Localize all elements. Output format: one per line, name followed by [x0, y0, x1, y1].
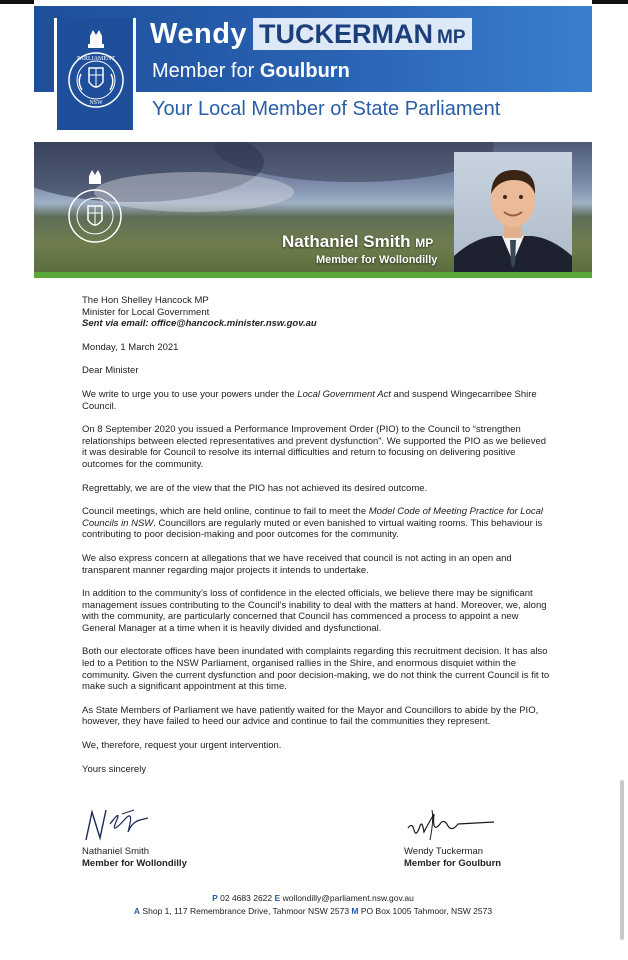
paragraph-6: In addition to the community’s loss of confidence in the elected officials, we believe there may be significant management issues contributing to the Council’s inability to deal with the matters at hand. Moreover, we, along with the community, are particularly concerned that Council has commenced a process to appoint a new General Manager at a time when it is heavily divided and dysfunctional.: [82, 588, 547, 634]
wollondilly-banner: [34, 142, 592, 278]
phone-label: P: [212, 893, 218, 903]
portrait-icon: [454, 152, 572, 278]
paragraph-8: As State Members of Parliament we have patiently waited for the Mayor and Councillors to abide by the PIO, however, they have failed to heed our advice and continue to fail the communities they represent.: [82, 704, 539, 728]
paragraph-1: [82, 389, 550, 412]
email-address: wollondilly@parliament.nsw.gov.au: [282, 893, 414, 903]
address-label: A: [133, 906, 141, 916]
mail-label: M: [351, 906, 359, 916]
local-government-act: Local Government Act: [297, 388, 391, 400]
signatory-right-role: Member for Goulburn: [404, 857, 502, 869]
paragraph-1-text: We write to urge you to use your powers under the: [82, 388, 298, 400]
footer-address-line: [34, 905, 592, 918]
recipient-title: Minister for Local Government: [82, 306, 210, 318]
banner-crest-icon: [62, 170, 128, 250]
paragraph-7: Both our electorate offices have been inundated with complaints regarding this recruitment decision. It has also led to a Petition to the NSW Parliament, organised rallies in the Shire, and enormous disquiet within the community. Given the current dysfunction and poor decision-making, we do not think the current Council is fit to make such a significant appointment at this time.: [82, 646, 550, 693]
crest-text-bottom: NSW: [89, 100, 103, 106]
last-name: TUCKERMAN: [259, 19, 434, 49]
paragraph-1-text-end: and suspend Wingecarribee Shire Council.: [82, 388, 537, 412]
paragraph-3: Regrettably, we are of the view that the PIO has not achieved its desired outcome.: [82, 482, 428, 494]
signature-tuckerman: [404, 804, 554, 846]
banner-role: Member for Wollondilly: [316, 254, 438, 266]
sent-via-email: Sent via email: office@hancock.minister.nsw.gov.au: [82, 318, 317, 330]
nathaniel-smith-photo: [454, 152, 572, 278]
phone-number: 02 4683 2622: [220, 893, 273, 903]
paragraph-5: We also express concern at allegations that we have received that council is not acting in an open and transparent manner regarding major projects it intends to undertake.: [82, 552, 512, 576]
paragraph-4: [82, 506, 550, 541]
signatory-left-name: Nathaniel Smith: [82, 846, 150, 857]
parliament-crest-icon: [63, 22, 129, 122]
tagline: Your Local Member of State Parliament: [152, 98, 501, 120]
member-line: [152, 60, 350, 83]
salutation: Dear Minister: [82, 365, 139, 377]
paragraph-4-text-end: . Councillors are regularly muted or even banished to virtual waiting rooms. This behaviour is contributing to poor decision-making and poor outcomes for the community.: [82, 517, 543, 541]
recipient-name: The Hon Shelley Hancock MP: [82, 295, 209, 306]
first-name: Wendy: [150, 18, 248, 50]
letter-page: [34, 0, 592, 960]
signatory-right-name: Wendy Tuckerman: [404, 846, 484, 857]
signature-smith: [82, 804, 282, 846]
letter-date: Monday, 1 March 2021: [82, 341, 179, 353]
last-name-box: [253, 18, 471, 50]
paragraph-9: We, therefore, request your urgent intervention.: [82, 740, 282, 752]
banner-mp-suffix: MP: [415, 236, 434, 250]
letter-body: [82, 295, 550, 775]
handwritten-signature-icon: [404, 804, 504, 846]
electorate: Goulburn: [259, 60, 350, 82]
street-address: Shop 1, 117 Remembrance Drive, Tahmoor NSW 2573: [142, 906, 350, 916]
office-footer: [34, 892, 592, 918]
handwritten-signature-icon: [82, 804, 162, 846]
paragraph-4-text: Council meetings, which are held online, continue to fail to meet the: [82, 506, 369, 518]
member-prefix: Member for: [152, 60, 255, 82]
paragraph-2: On 8 September 2020 you issued a Performance Improvement Order (PIO) to the Council to “strengthen relationships between elected representatives and prevent dysfunction”. We supported the PIO as we believed it was desirable for Council to resolve its internal difficulties and return to focusing on delivering positive outcomes for the community.: [82, 424, 547, 470]
signature-block: [82, 804, 552, 874]
model-code-title: Model Code of Meeting Practice for Local Councils in NSW: [82, 506, 544, 529]
banner-name-text: Nathaniel Smith: [282, 232, 411, 251]
mp-suffix: MP: [437, 27, 466, 48]
signature-left: [82, 804, 282, 869]
scrollbar[interactable]: [620, 780, 624, 940]
mail-address: PO Box 1005 Tahmoor, NSW 2573: [360, 906, 493, 916]
banner-name: [282, 232, 433, 252]
signature-right: [404, 804, 554, 869]
email-label: E: [274, 893, 281, 903]
closing: Yours sincerely: [82, 763, 147, 775]
banner-green-bar: [34, 272, 592, 278]
footer-contact-line: [34, 892, 592, 905]
signatory-left-role: Member for Wollondilly: [82, 857, 187, 869]
crest-text-top: PARLIAMENT: [76, 56, 116, 62]
letterhead-name: [150, 18, 472, 52]
parliament-crest-tab: [54, 18, 136, 133]
